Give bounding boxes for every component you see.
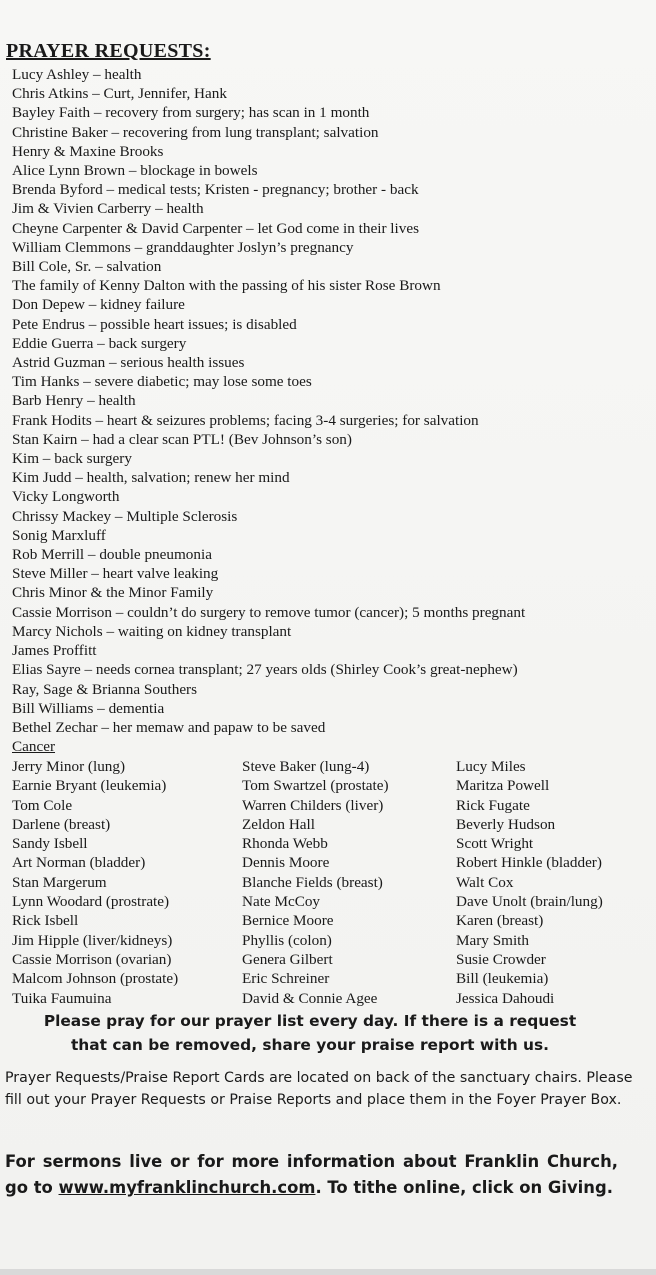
prayer-request-item: Kim Judd – health, salvation; renew her mind [12, 469, 290, 487]
cancer-list-item: Steve Baker (lung-4) [242, 758, 370, 775]
prayer-request-item: Rob Merrill – double pneumonia [12, 546, 212, 564]
cancer-list-column-1 [12, 757, 178, 1008]
cancer-list-column-2 [242, 757, 389, 1008]
cancer-list-item: Malcom Johnson (prostate) [12, 970, 179, 988]
prayer-request-item: Chris Minor & the Minor Family [12, 584, 214, 602]
prayer-request-item: Stan Kairn – had a clear scan PTL! (Bev Johnson’s son) [12, 430, 352, 448]
sermons-info-note [5, 1149, 618, 1201]
prayer-request-item: Chrissy Mackey – Multiple Sclerosis [12, 507, 238, 525]
prayer-request-item: Chris Atkins – Curt, Jennifer, Hank [12, 85, 227, 103]
cancer-list-item: Rick Isbell [12, 912, 79, 930]
cancer-list-item: Blanche Fields (breast) [242, 873, 383, 891]
cancer-list-item: Beverly Hudson [456, 815, 556, 833]
prayer-request-item: Frank Hodits – heart & seizures problems; facing 3-4 surgeries; for salvation [12, 411, 479, 429]
cancer-list-item: Scott Wright [456, 835, 534, 853]
cancer-list-item: Dennis Moore [242, 854, 330, 872]
cancer-list-item: Warren Childers (liver) [242, 796, 384, 814]
prayer-request-item: Tim Hanks – severe diabetic; may lose some toes [12, 373, 312, 391]
cancer-list-item: Rhonda Webb [242, 835, 328, 853]
prayer-request-item: Jim & Vivien Carberry – health [12, 200, 204, 218]
prayer-request-item: Marcy Nichols – waiting on kidney transplant [12, 622, 292, 640]
cancer-list-column-3 [456, 757, 603, 1008]
cancer-list-item: Walt Cox [456, 873, 514, 891]
cancer-list-item: Karen (breast) [456, 912, 544, 930]
prayer-request-item: Elias Sayre – needs cornea transplant; 27 years olds (Shirley Cook’s great-nephew) [12, 661, 518, 679]
sermons-note-text: For sermons live or for more information about Franklin Church, go to [5, 1152, 618, 1197]
prayer-request-item: Bethel Zechar – her memaw and papaw to be saved [12, 718, 326, 736]
cancer-list-item: Tuika Faumuina [12, 989, 112, 1007]
prayer-request-item: Ray, Sage & Brianna Southers [12, 680, 198, 698]
prayer-request-item: Don Depew – kidney failure [12, 296, 185, 314]
pray-note-line-2: that can be removed, share your praise report with us. [70, 1036, 550, 1054]
cancer-list-item: Robert Hinkle (bladder) [456, 854, 602, 872]
cancer-list-item: Nate McCoy [242, 893, 321, 911]
cancer-list-item: Zeldon Hall [242, 815, 315, 833]
prayer-request-item: Vicky Longworth [12, 488, 120, 506]
prayer-request-item: Eddie Guerra – back surgery [12, 334, 187, 352]
cancer-list-item: Eric Schreiner [242, 970, 330, 988]
prayer-request-item: Sonig Marxluff [12, 526, 106, 544]
cancer-list-item: Jessica Dahoudi [456, 989, 555, 1007]
cancer-list-item: Tom Cole [12, 796, 73, 814]
cancer-list-item: Darlene (breast) [12, 815, 111, 833]
cancer-list-item: Bill (leukemia) [456, 970, 549, 988]
prayer-request-item: Cassie Morrison – couldn’t do surgery to remove tumor (cancer); 5 months pregnant [12, 603, 526, 621]
prayer-request-item: The family of Kenny Dalton with the passing of his sister Rose Brown [12, 277, 441, 295]
prayer-request-item: Christine Baker – recovering from lung transplant; salvation [12, 123, 379, 141]
cancer-section-title: Cancer [12, 738, 56, 755]
prayer-request-item: Bayley Faith – recovery from surgery; has scan in 1 month [12, 104, 370, 122]
cancer-list-item: Rick Fugate [456, 796, 530, 814]
prayer-request-list [12, 65, 642, 737]
cancer-list-item: David & Connie Agee [242, 989, 378, 1007]
prayer-request-item: Henry & Maxine Brooks [12, 142, 164, 160]
cancer-list-item: Bernice Moore [242, 912, 334, 930]
prayer-cards-note: Prayer Requests/Praise Report Cards are located on back of the sanctuary chairs. Please fill out your Prayer Requests or Praise Reports and place them in the Foyer Prayer Box. [5, 1070, 633, 1108]
prayer-request-item: Steve Miller – heart valve leaking [12, 565, 219, 583]
prayer-request-item: Pete Endrus – possible heart issues; is disabled [12, 315, 297, 333]
sermons-note-tail: . To tithe online, click on Giving. [315, 1178, 613, 1197]
cancer-list-item: Mary Smith [456, 931, 529, 949]
cancer-list-item: Sandy Isbell [12, 835, 88, 853]
cancer-list-item: Lynn Woodard (prostrate) [12, 893, 170, 911]
cancer-list-item: Earnie Bryant (leukemia) [12, 777, 167, 795]
prayer-requests-heading: PRAYER REQUESTS: [6, 40, 211, 62]
prayer-request-item: James Proffitt [12, 642, 97, 660]
prayer-request-item: Cheyne Carpenter & David Carpenter – let God come in their lives [12, 219, 419, 237]
cancer-list-item: Art Norman (bladder) [12, 854, 146, 872]
cancer-list-item: Lucy Miles [456, 758, 526, 775]
cancer-list-item: Stan Margerum [12, 873, 107, 891]
cancer-list-item: Dave Unolt (brain/lung) [456, 893, 603, 911]
church-website-link[interactable]: www.myfranklinchurch.com [58, 1178, 316, 1197]
pray-daily-note [0, 1009, 620, 1057]
cancer-list-item: Phyllis (colon) [242, 931, 332, 949]
prayer-request-item: Brenda Byford – medical tests; Kristen - pregnancy; brother - back [12, 181, 419, 199]
prayer-request-item: Astrid Guzman – serious health issues [12, 354, 245, 372]
pray-note-line-1: Please pray for our prayer list every day. If there is a request [43, 1012, 577, 1030]
cancer-list-item: Cassie Morrison (ovarian) [12, 950, 172, 968]
prayer-request-item: Barb Henry – health [12, 392, 136, 410]
cancer-list-item: Jim Hipple (liver/kidneys) [12, 931, 173, 949]
cancer-list-item: Maritza Powell [456, 777, 550, 795]
prayer-request-item: William Clemmons – granddaughter Joslyn’s pregnancy [12, 238, 354, 256]
page-bottom-edge [0, 1269, 656, 1275]
prayer-request-item: Alice Lynn Brown – blockage in bowels [12, 162, 258, 180]
cancer-list-item: Susie Crowder [456, 950, 546, 968]
prayer-request-item: Lucy Ashley – health [12, 66, 142, 83]
cancer-list-item: Genera Gilbert [242, 950, 333, 968]
prayer-request-item: Kim – back surgery [12, 450, 132, 468]
cancer-list-item: Tom Swartzel (prostate) [242, 777, 389, 795]
prayer-request-item: Bill Williams – dementia [12, 699, 165, 717]
prayer-request-item: Bill Cole, Sr. – salvation [12, 258, 162, 276]
cancer-list-item: Jerry Minor (lung) [12, 758, 126, 775]
